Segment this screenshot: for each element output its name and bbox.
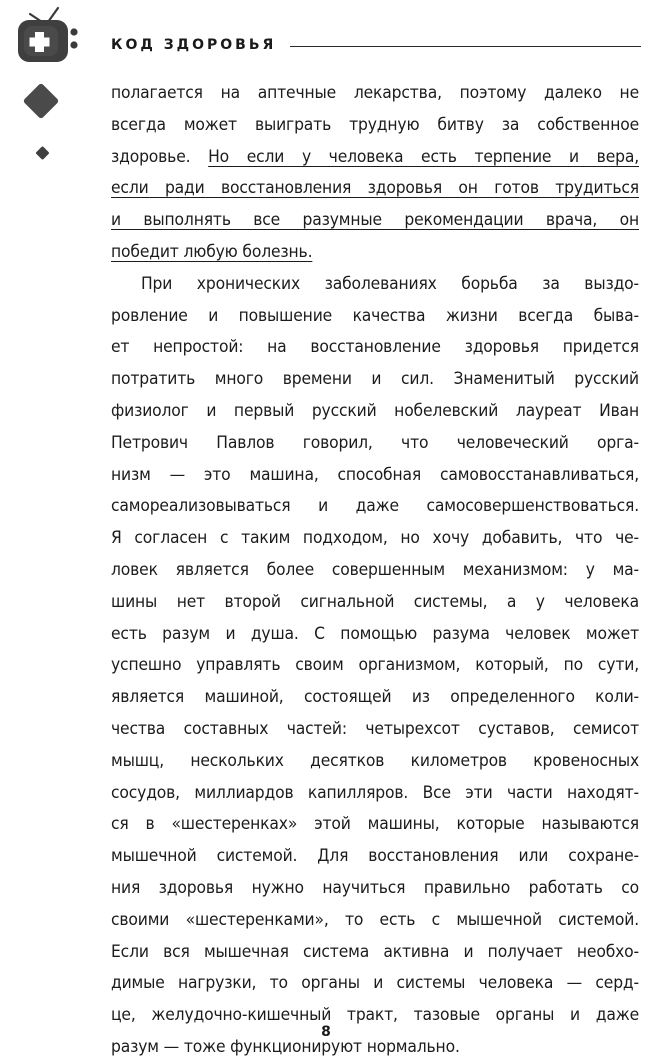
underlined-text: победит любую болезнь. [111, 241, 313, 262]
text-line: ловек является более совершенным механизмом: у ма- [111, 559, 639, 580]
text-line: Если вся мышечная система активна и получает необхо- [111, 941, 639, 962]
text-line: мышц, нескольких десятков километров кровеносных [111, 750, 639, 771]
text-line: потратить много времени и сил. Знаменитый русский [111, 369, 639, 390]
text-line: физиолог и первый русский нобелевский лауреат Иван [111, 400, 639, 421]
first-aid-tv-icon [0, 0, 90, 180]
text-span: здоровье. [111, 146, 209, 167]
text-line: мышечной системой. Для восстановления или сохране- [111, 846, 639, 867]
underlined-text: если ради восстановления здоровья он готов трудиться [111, 178, 639, 199]
text-line: всегда может выиграть трудную битву за собственное [111, 114, 639, 135]
text-line: самореализовываться и даже самосовершенствоваться. [111, 496, 639, 517]
text-line [111, 205, 639, 237]
text-line: ет непростой: на восстановление здоровья придется [111, 337, 639, 358]
text-line [111, 237, 639, 269]
text-line: це, желудочно-кишечный тракт, тазовые органы и даже [111, 1005, 639, 1026]
text-line: низм — это машина, способная самовосстанавливаться, [111, 464, 639, 485]
text-line: Петрович Павлов говорил, что человеческий орга- [111, 432, 639, 453]
running-title: КОД ЗДОРОВЬЯ [111, 37, 277, 53]
underlined-text: Но если у человека есть терпение и вера, [208, 146, 639, 167]
text-line: Я согласен с таким подходом, но хочу добавить, что че- [111, 528, 639, 549]
text-line: ся в «шестеренках» этой машины, которые называются [111, 814, 639, 835]
header-rule [290, 46, 641, 47]
text-line: димые нагрузки, то органы и системы человека — серд- [111, 973, 639, 994]
text-line: есть разум и душа. С помощью разума человек может [111, 623, 639, 644]
underlined-text: и выполнять все разумные рекомендации врача, он [111, 210, 639, 231]
paragraph [111, 269, 639, 1064]
text-line: разум — тоже функционируют нормально. [111, 1036, 460, 1057]
text-line: успешно управлять своим организмом, который, по сути, [111, 655, 639, 676]
text-line [111, 142, 639, 174]
text-line: При хронических заболеваниях борьба за выздо- [141, 273, 639, 294]
text-line: полагается на аптечные лекарства, поэтому далеко не [111, 83, 639, 103]
text-line [111, 173, 639, 205]
text-line: сосудов, миллиардов капилляров. Все эти части находят- [111, 782, 639, 803]
text-line: является машиной, состоящей из определенного коли- [111, 687, 639, 708]
text-line: чества составных частей: четырехсот суставов, семисот [111, 718, 639, 739]
text-line: своими «шестеренками», то есть с мышечной системой. [111, 909, 639, 930]
page-number: 8 [321, 1024, 331, 1040]
running-header [111, 33, 641, 57]
text-line: ния здоровья нужно научиться правильно работать со [111, 877, 639, 898]
text-line: ровление и повышение качества жизни всегда быва- [111, 305, 639, 326]
text-line: шины нет второй сигнальной системы, а у человека [111, 591, 639, 612]
body-text [111, 78, 639, 1064]
